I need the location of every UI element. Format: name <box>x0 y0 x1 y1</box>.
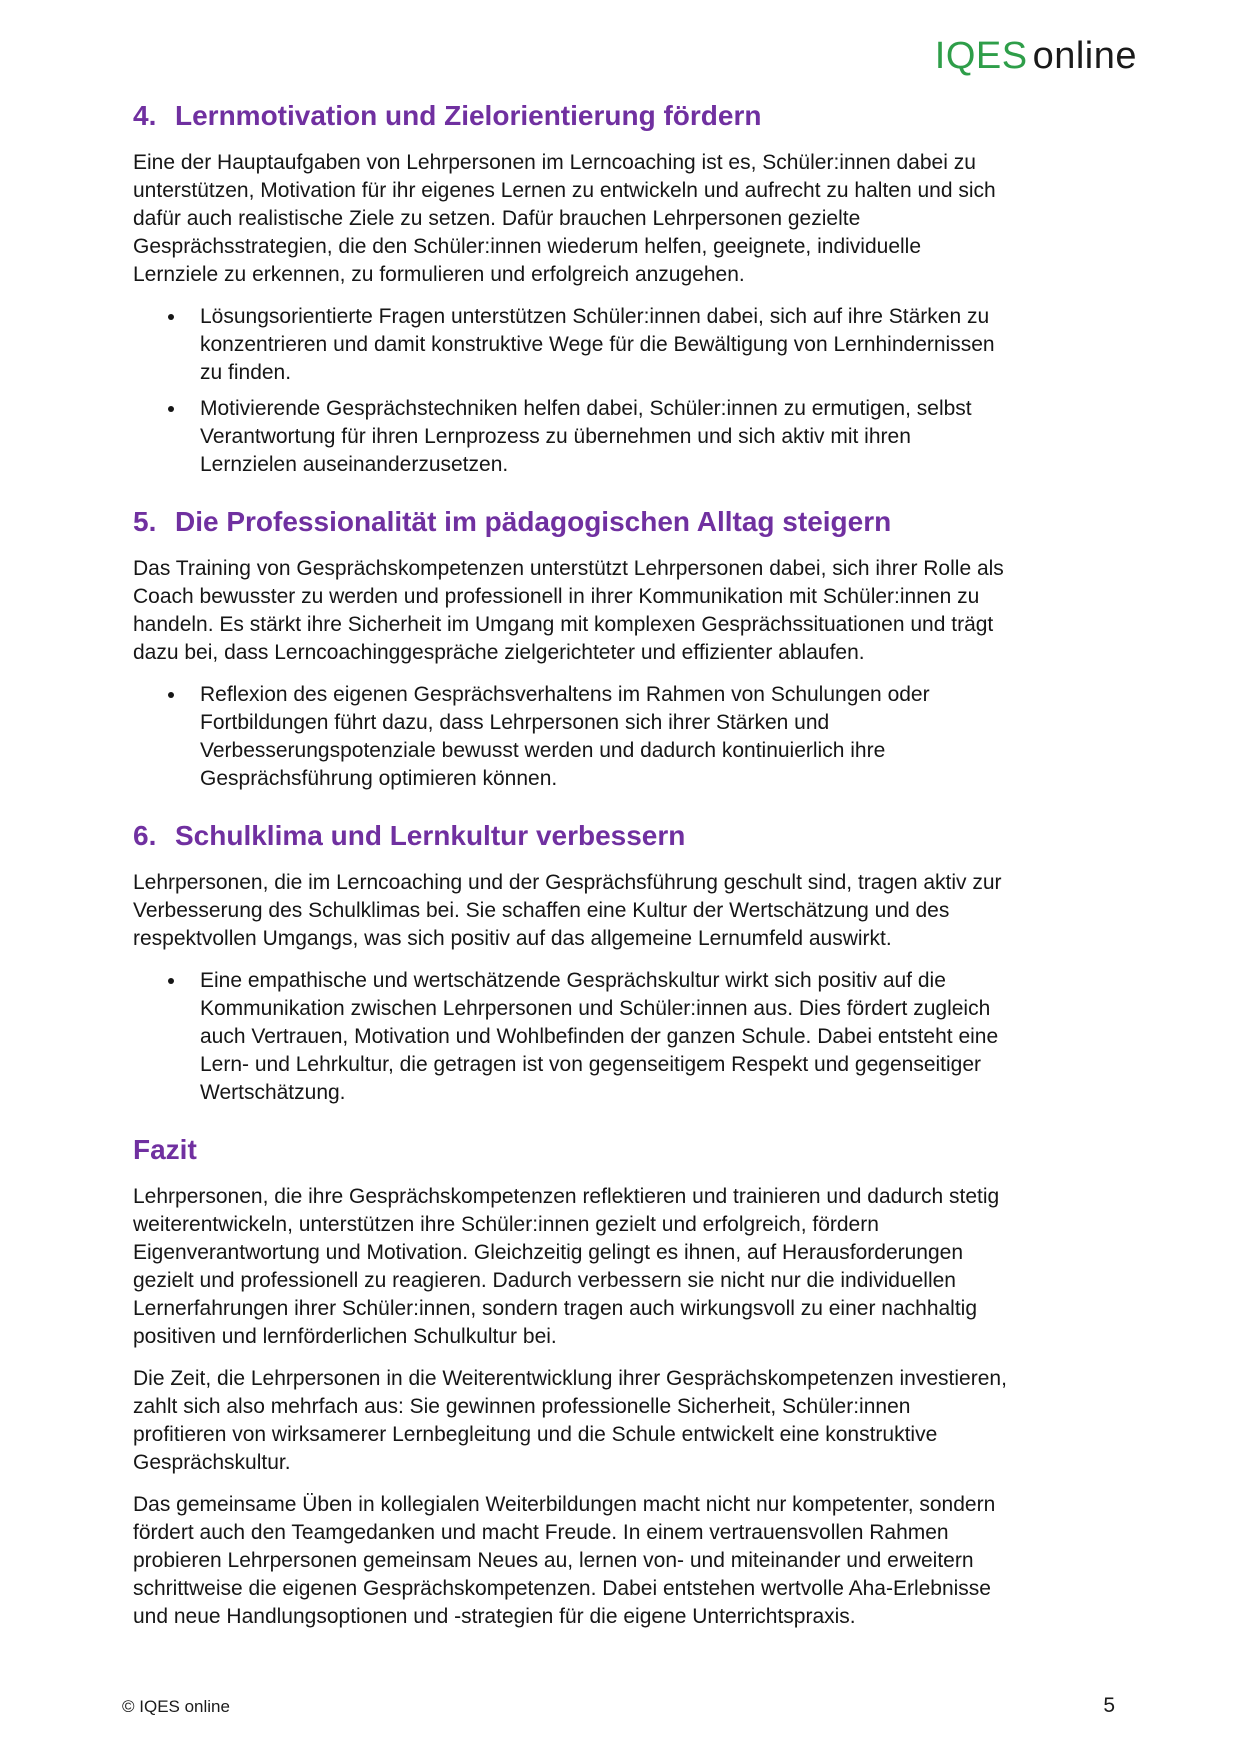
section-heading-6 <box>133 819 1007 853</box>
bullet-item <box>133 681 1007 793</box>
bullet-item <box>133 967 1007 1107</box>
copyright-text: © IQES online <box>122 1697 230 1716</box>
body-paragraph: Lehrpersonen, die im Lerncoaching und der Gesprächsführung geschult sind, tragen aktiv zur Verbesserung des Schulklimas bei. Sie schaffen eine Kultur der Wertschätzung und des respektvollen Umgangs, was sich positiv auf das allgemeine Lernumfeld auswirkt. <box>133 871 1002 950</box>
bullet-list <box>133 967 1007 1107</box>
section-title: Die Professionalität im pädagogischen Alltag steigern <box>175 506 892 537</box>
section-heading-4 <box>133 99 1007 133</box>
body-paragraph: Das Training von Gesprächskompetenzen unterstützt Lehrpersonen dabei, sich ihrer Rolle als Coach bewusster zu werden und professionell in ihrer Kommunikation mit Schüler:innen zu handeln. Es stärkt ihre Sicherheit im Umgang mit komplexen Gesprächssituationen und trägt dazu bei, dass Lerncoachinggespräche zielgerichteter und effizienter ablaufen. <box>133 557 1004 664</box>
section-title: Schulklima und Lernkultur verbessern <box>175 820 686 851</box>
bullet-dot-icon <box>168 314 174 320</box>
body-paragraph: Eine der Hauptaufgaben von Lehrpersonen im Lerncoaching ist es, Schüler:innen dabei zu unterstützen, Motivation für ihr eigenes Lernen zu entwickeln und aufrecht zu halten und sich dafür auch realistische Ziele zu setzen. Dafür brauchen Lehrpersonen gezielte Gesprächsstrategien, die den Schüler:innen wiederum helfen, geeignete, individuelle Lernziele zu erkennen, zu formulieren und erfolgreich anzugehen. <box>133 151 996 286</box>
bullet-dot-icon <box>168 978 174 984</box>
bullet-item <box>133 303 1007 387</box>
bullet-text: Lösungsorientierte Fragen unterstützen Schüler:innen dabei, sich auf ihre Stärken zu konzentrieren und damit konstruktive Wege für die Bewältigung von Lernhindernissen zu finden. <box>200 305 995 384</box>
section-heading-5 <box>133 505 1007 539</box>
body-paragraph: Lehrpersonen, die ihre Gesprächskompetenzen reflektieren und trainieren und dadurch stetig weiterentwickeln, unterstützen ihre Schüler:innen gezielt und erfolgreich, fördern Eigenverantwortung und Motivation. Gleichzeitig gelingt es ihnen, auf Herausforderungen gezielt und professionell zu reagieren. Dadurch verbessern sie nicht nur die individuellen Lernerfahrungen ihrer Schüler:innen, sondern tragen auch wirkungsvoll zu einer nachhaltig positiven und lernförderlichen Schulkultur bei. <box>133 1185 1000 1348</box>
bullet-item <box>133 395 1007 479</box>
iqes-online-logo <box>935 36 1137 76</box>
body-paragraph: Die Zeit, die Lehrpersonen in die Weiterentwicklung ihrer Gesprächskompetenzen investieren, zahlt sich also mehrfach aus: Sie gewinnen professionelle Sicherheit, Schüler:innen profitieren von wirksamerer Lernbegleitung und die Schule entwickelt eine konstruktive Gesprächskultur. <box>133 1367 1007 1474</box>
section-number: 4. <box>133 100 157 131</box>
page-number: 5 <box>1103 1694 1115 1717</box>
section-heading-fazit <box>133 1133 1007 1167</box>
page-footer <box>122 1694 1115 1718</box>
section-title: Fazit <box>133 1134 197 1165</box>
body-paragraph: Das gemeinsame Üben in kollegialen Weiterbildungen macht nicht nur kompetenter, sondern fördert auch den Teamgedanken und macht Freude. In einem vertrauensvollen Rahmen probieren Lehrpersonen gemeinsam Neues au, lernen von- und miteinander und erweitern schrittweise die eigenen Gesprächskompetenzen. Dabei entstehen wertvolle Aha-Erlebnisse und neue Handlungsoptionen und -strategien für die eigene Unterrichtspraxis. <box>133 1493 996 1628</box>
section-number: 5. <box>133 506 157 537</box>
section-title: Lernmotivation und Zielorientierung fördern <box>175 100 762 131</box>
bullet-text: Reflexion des eigenen Gesprächsverhaltens im Rahmen von Schulungen oder Fortbildungen führt dazu, dass Lehrpersonen sich ihrer Stärken und Verbesserungspotenziale bewusst werden und dadurch kontinuierlich ihre Gesprächsführung optimieren können. <box>200 683 930 790</box>
logo-suffix-text: online <box>1032 35 1137 77</box>
section-number: 6. <box>133 820 157 851</box>
bullet-dot-icon <box>168 692 174 698</box>
document-body <box>133 99 1007 1645</box>
bullet-list <box>133 681 1007 793</box>
bullet-text: Motivierende Gesprächstechniken helfen dabei, Schüler:innen zu ermutigen, selbst Verantwortung für ihren Lernprozess zu übernehmen und sich aktiv mit ihren Lernzielen auseinanderzusetzen. <box>200 397 972 476</box>
bullet-text: Eine empathische und wertschätzende Gesprächskultur wirkt sich positiv auf die Kommunikation zwischen Lehrpersonen und Schüler:innen aus. Dies fördert zugleich auch Vertrauen, Motivation und Wohlbefinden der ganzen Schule. Dabei entsteht eine Lern- und Lehrkultur, die getragen ist von gegenseitigem Respekt und gegenseitiger Wertschätzung. <box>200 969 999 1104</box>
bullet-dot-icon <box>168 406 174 412</box>
logo-brand-text: IQES <box>934 35 1028 77</box>
bullet-list <box>133 303 1007 479</box>
